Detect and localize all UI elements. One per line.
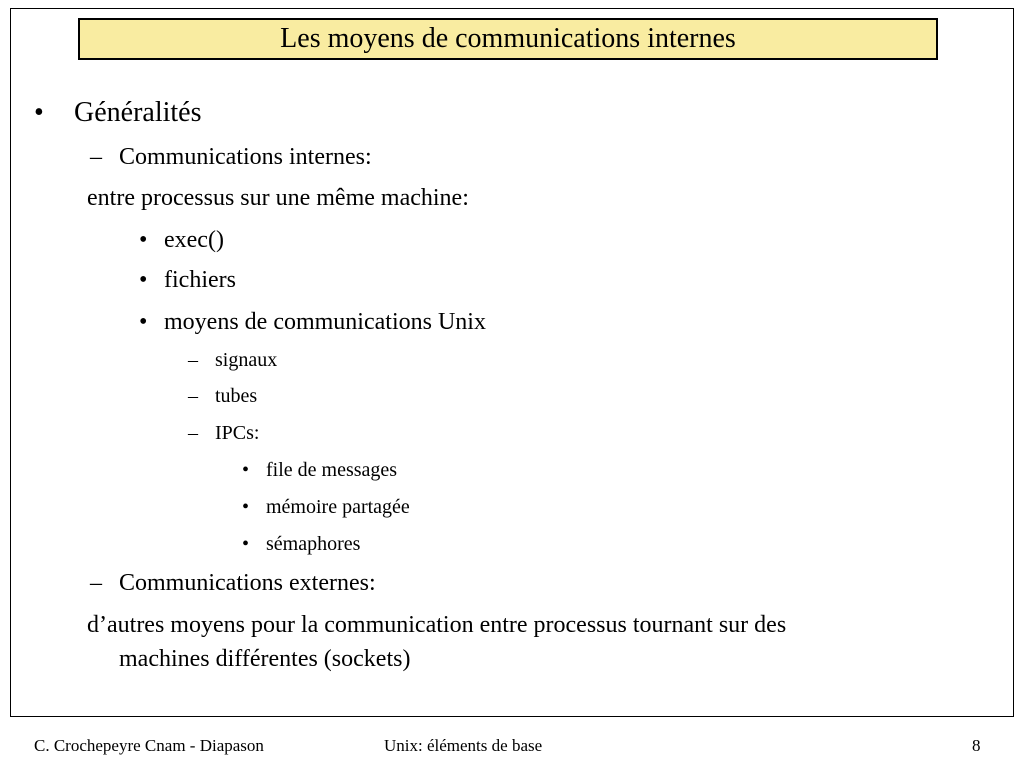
- item-semaphores: sémaphores: [266, 533, 361, 555]
- item-autres-moyens-line2: machines différentes (sockets): [119, 646, 411, 672]
- item-ipcs: IPCs:: [215, 422, 260, 444]
- bullet-icon: •: [242, 496, 250, 518]
- dash-icon: –: [188, 349, 198, 371]
- item-tubes: tubes: [215, 385, 258, 407]
- item-entre-processus: entre processus sur une même machine:: [87, 185, 469, 211]
- item-fichiers: fichiers: [164, 267, 236, 293]
- footer-author: C. Crochepeyre Cnam - Diapason: [34, 736, 264, 755]
- bullet-icon: •: [242, 459, 250, 481]
- item-communications-internes: Communications internes:: [119, 144, 372, 170]
- dash-icon: –: [90, 144, 102, 170]
- bullet-icon: •: [242, 533, 250, 555]
- dash-icon: –: [188, 385, 198, 407]
- bullet-icon: •: [34, 97, 44, 128]
- item-autres-moyens-line1: d’autres moyens pour la communication entre processus tournant sur des: [87, 612, 787, 638]
- footer-page-number: 8: [972, 736, 981, 755]
- item-generalites: Généralités: [74, 97, 202, 128]
- dash-icon: –: [90, 570, 102, 596]
- footer-subject: Unix: éléments de base: [384, 736, 543, 755]
- slide-title: Les moyens de communications internes: [280, 23, 736, 54]
- item-memoire-partagee: mémoire partagée: [266, 496, 410, 518]
- item-moyens-unix: moyens de communications Unix: [164, 309, 486, 335]
- dash-icon: –: [188, 422, 198, 444]
- bullet-icon: •: [139, 227, 148, 253]
- item-exec: exec(): [164, 227, 224, 253]
- item-file-de-messages: file de messages: [266, 459, 398, 481]
- bullet-icon: •: [139, 309, 148, 335]
- item-communications-externes: Communications externes:: [119, 570, 376, 596]
- slide-title-box: [78, 18, 938, 60]
- bullet-icon: •: [139, 267, 148, 293]
- item-signaux: signaux: [215, 349, 278, 371]
